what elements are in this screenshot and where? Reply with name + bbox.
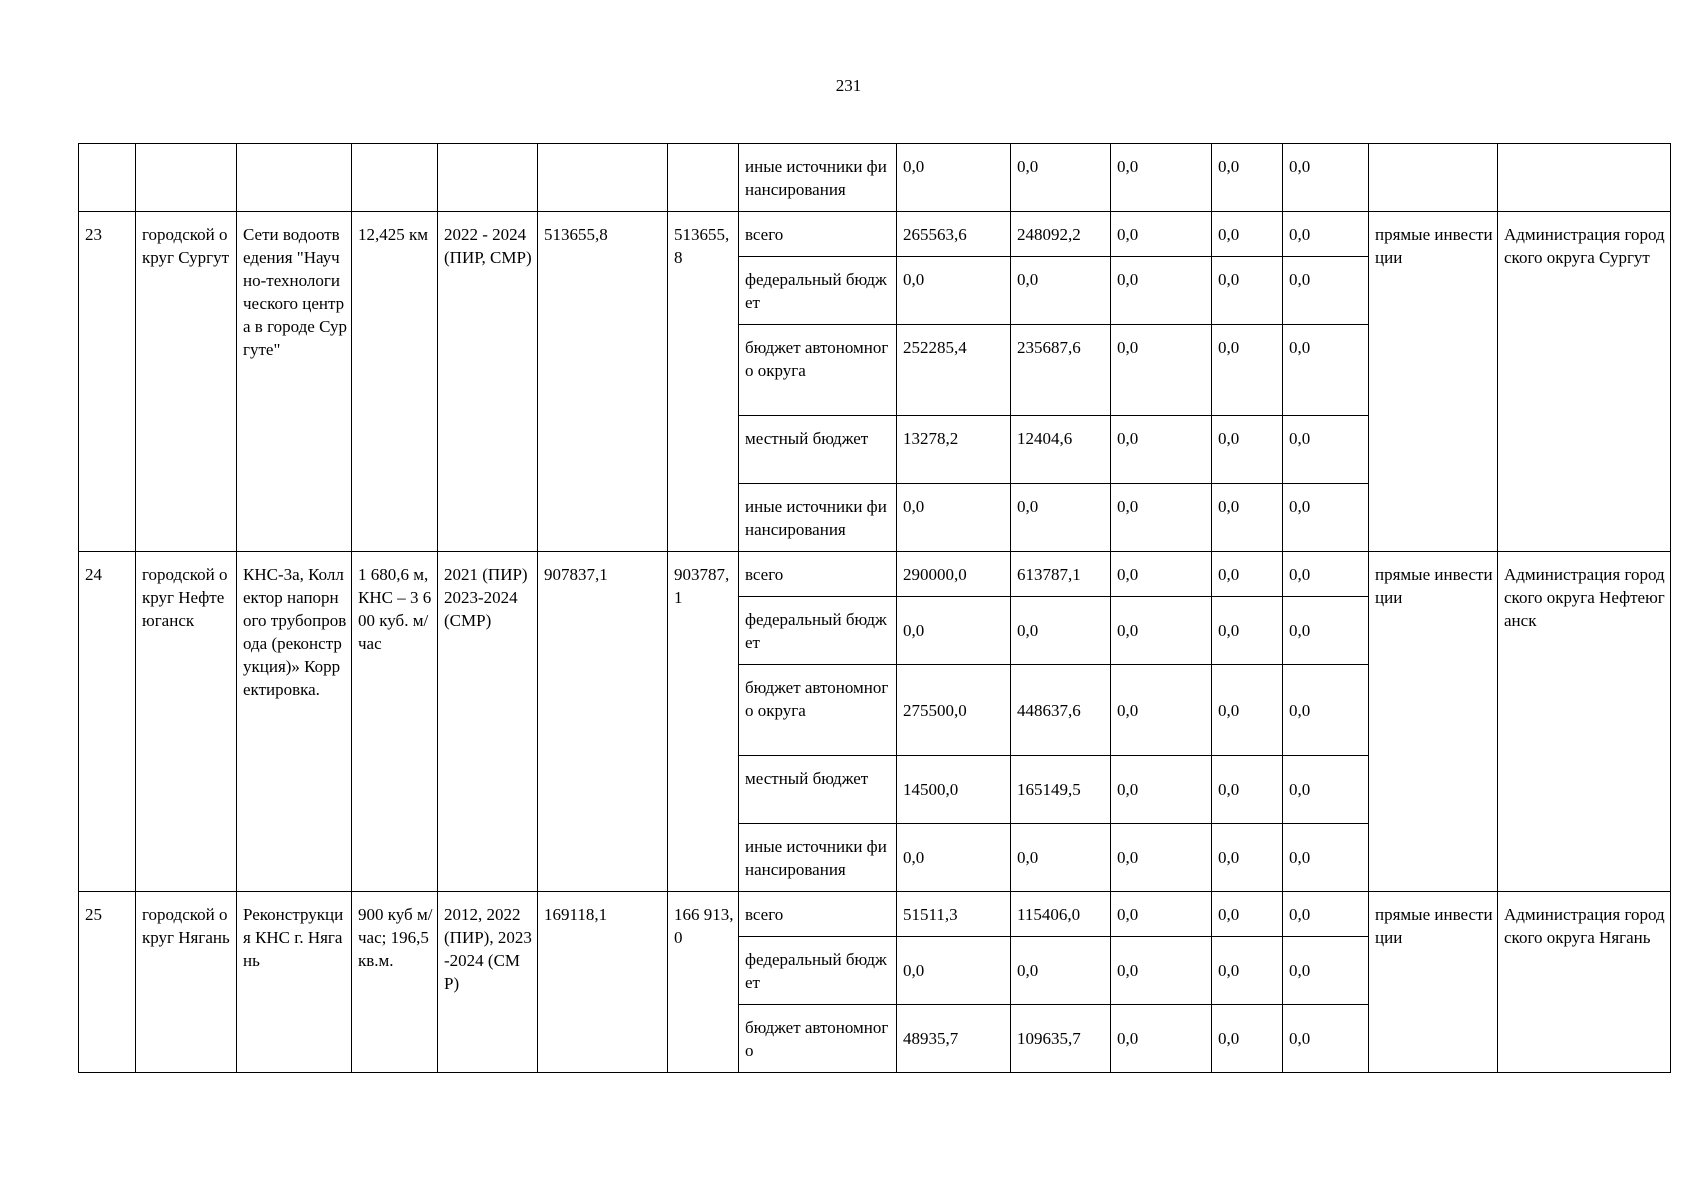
funding-source: иные источники финансирования (739, 144, 897, 212)
funding-value: 0,0 (1283, 892, 1369, 937)
remaining-cost: 166 913,0 (668, 892, 739, 1073)
total-cost: 513655,8 (538, 212, 668, 552)
empty-cell (136, 144, 237, 212)
funding-source: федеральный бюджет (739, 597, 897, 665)
funding-value: 0,0 (1111, 665, 1212, 756)
funding-value: 0,0 (1212, 257, 1283, 325)
funding-value: 0,0 (1283, 597, 1369, 665)
empty-cell (352, 144, 438, 212)
total-cost: 907837,1 (538, 552, 668, 892)
investment-form: прямые инвестиции (1369, 212, 1498, 552)
funding-value: 0,0 (1212, 1005, 1283, 1073)
object-name: Реконструкция КНС г. Нягань (237, 892, 352, 1073)
funding-value: 12404,6 (1011, 416, 1111, 484)
investment-table (78, 143, 1671, 1073)
funding-value: 13278,2 (897, 416, 1011, 484)
municipality: городской округ Нягань (136, 892, 237, 1073)
funding-value: 0,0 (1111, 892, 1212, 937)
funding-source: всего (739, 212, 897, 257)
funding-value: 0,0 (1212, 484, 1283, 552)
funding-source: иные источники финансирования (739, 824, 897, 892)
customer: Администрация городского округа Сургут (1498, 212, 1671, 552)
funding-value: 0,0 (1283, 937, 1369, 1005)
funding-value: 0,0 (1212, 665, 1283, 756)
funding-value: 0,0 (1111, 212, 1212, 257)
object-name: КНС-3а, Коллектор напорного трубопровода (реконструкция)» Корректировка. (237, 552, 352, 892)
funding-value: 0,0 (1212, 756, 1283, 824)
funding-value: 0,0 (1212, 212, 1283, 257)
funding-value: 0,0 (1283, 144, 1369, 212)
funding-value: 0,0 (1283, 257, 1369, 325)
customer: Администрация городского округа Нягань (1498, 892, 1671, 1073)
funding-source: иные источники финансирования (739, 484, 897, 552)
funding-value: 248092,2 (1011, 212, 1111, 257)
empty-cell (79, 144, 136, 212)
capacity: 900 куб м/час; 196,5 кв.м. (352, 892, 438, 1073)
empty-cell (538, 144, 668, 212)
funding-value: 0,0 (1111, 257, 1212, 325)
funding-value: 275500,0 (897, 665, 1011, 756)
municipality: городской округ Нефтеюганск (136, 552, 237, 892)
customer: Администрация городского округа Нефтеюганск (1498, 552, 1671, 892)
funding-row (79, 552, 1671, 597)
capacity: 1 680,6 м, КНС – 3 600 куб. м/час (352, 552, 438, 892)
funding-value: 0,0 (1212, 416, 1283, 484)
funding-value: 51511,3 (897, 892, 1011, 937)
funding-value: 115406,0 (1011, 892, 1111, 937)
funding-value: 0,0 (1212, 144, 1283, 212)
project-number: 24 (79, 552, 136, 892)
funding-source: местный бюджет (739, 756, 897, 824)
funding-value: 0,0 (1111, 1005, 1212, 1073)
remaining-cost: 513655,8 (668, 212, 739, 552)
project-number: 25 (79, 892, 136, 1073)
funding-value: 0,0 (897, 937, 1011, 1005)
funding-value: 0,0 (1283, 665, 1369, 756)
funding-value: 0,0 (1212, 937, 1283, 1005)
funding-source: всего (739, 892, 897, 937)
funding-value: 0,0 (897, 257, 1011, 325)
funding-value: 0,0 (1111, 325, 1212, 416)
continuation-row (79, 144, 1671, 212)
funding-value: 0,0 (1111, 552, 1212, 597)
funding-value: 235687,6 (1011, 325, 1111, 416)
funding-value: 0,0 (897, 144, 1011, 212)
funding-value: 265563,6 (897, 212, 1011, 257)
funding-value: 0,0 (1011, 144, 1111, 212)
funding-value: 0,0 (1111, 597, 1212, 665)
remaining-cost: 903787,1 (668, 552, 739, 892)
funding-source: федеральный бюджет (739, 257, 897, 325)
funding-value: 109635,7 (1011, 1005, 1111, 1073)
empty-cell (1369, 144, 1498, 212)
funding-value: 0,0 (1283, 756, 1369, 824)
investment-form: прямые инвестиции (1369, 552, 1498, 892)
funding-value: 448637,6 (1011, 665, 1111, 756)
funding-value: 0,0 (1111, 484, 1212, 552)
investment-form: прямые инвестиции (1369, 892, 1498, 1073)
funding-value: 613787,1 (1011, 552, 1111, 597)
construction-period: 2022 - 2024 (ПИР, СМР) (438, 212, 538, 552)
funding-value: 0,0 (1212, 597, 1283, 665)
funding-source: бюджет автономного округа (739, 325, 897, 416)
funding-value: 0,0 (1283, 824, 1369, 892)
funding-value: 0,0 (897, 597, 1011, 665)
funding-value: 0,0 (1111, 756, 1212, 824)
funding-value: 0,0 (1212, 552, 1283, 597)
funding-value: 0,0 (1212, 325, 1283, 416)
funding-value: 290000,0 (897, 552, 1011, 597)
funding-value: 0,0 (1011, 257, 1111, 325)
funding-source: всего (739, 552, 897, 597)
funding-value: 0,0 (1011, 597, 1111, 665)
construction-period: 2021 (ПИР) 2023-2024 (СМР) (438, 552, 538, 892)
funding-source: местный бюджет (739, 416, 897, 484)
funding-value: 0,0 (1111, 144, 1212, 212)
funding-value: 0,0 (1011, 484, 1111, 552)
funding-value: 0,0 (1283, 212, 1369, 257)
funding-value: 0,0 (897, 824, 1011, 892)
page-number: 231 (835, 76, 862, 95)
total-cost: 169118,1 (538, 892, 668, 1073)
funding-source: федеральный бюджет (739, 937, 897, 1005)
object-name: Сети водоотведения "Научно-технологического центра в городе Сургуте" (237, 212, 352, 552)
empty-cell (438, 144, 538, 212)
funding-value: 0,0 (1283, 325, 1369, 416)
funding-value: 0,0 (1212, 892, 1283, 937)
funding-value: 48935,7 (897, 1005, 1011, 1073)
funding-value: 0,0 (1111, 824, 1212, 892)
municipality: городской округ Сургут (136, 212, 237, 552)
project-number: 23 (79, 212, 136, 552)
funding-value: 0,0 (1111, 937, 1212, 1005)
empty-cell (237, 144, 352, 212)
funding-value: 0,0 (1212, 824, 1283, 892)
funding-value: 0,0 (1011, 824, 1111, 892)
funding-value: 252285,4 (897, 325, 1011, 416)
funding-value: 14500,0 (897, 756, 1011, 824)
funding-value: 0,0 (1283, 416, 1369, 484)
funding-source: бюджет автономного округа (739, 665, 897, 756)
funding-row (79, 212, 1671, 257)
empty-cell (668, 144, 739, 212)
funding-value: 165149,5 (1011, 756, 1111, 824)
capacity: 12,425 км (352, 212, 438, 552)
construction-period: 2012, 2022 (ПИР), 2023-2024 (СМР) (438, 892, 538, 1073)
funding-source: бюджет автономного (739, 1005, 897, 1073)
funding-value: 0,0 (1011, 937, 1111, 1005)
funding-value: 0,0 (1111, 416, 1212, 484)
funding-row (79, 892, 1671, 937)
funding-value: 0,0 (1283, 1005, 1369, 1073)
empty-cell (1498, 144, 1671, 212)
funding-value: 0,0 (897, 484, 1011, 552)
funding-value: 0,0 (1283, 484, 1369, 552)
funding-value: 0,0 (1283, 552, 1369, 597)
